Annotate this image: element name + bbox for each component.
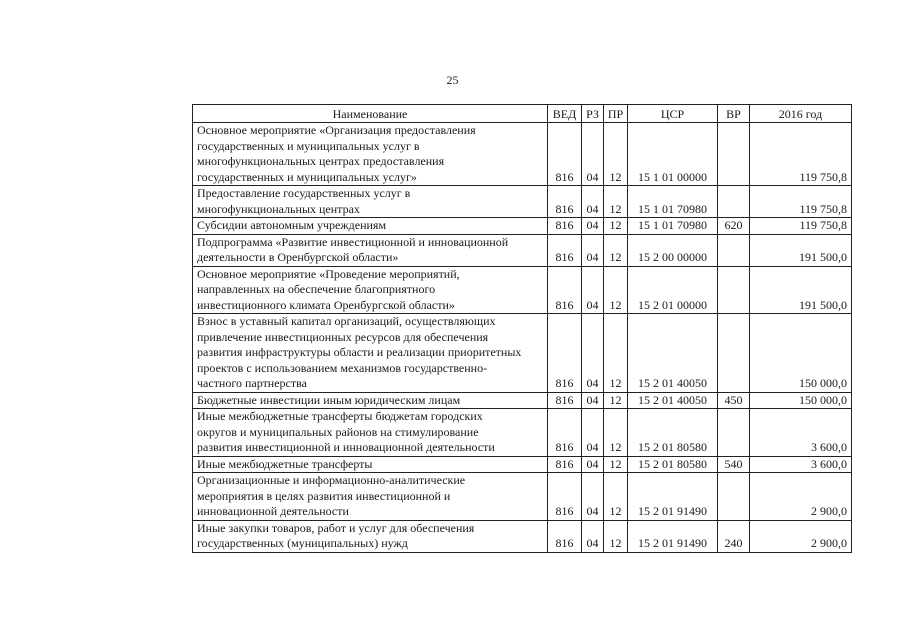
row-vr: 540 [718, 456, 750, 473]
row-csr: 15 2 01 91490 [628, 520, 718, 552]
row-amount: 2 900,0 [750, 520, 852, 552]
row-vr: 240 [718, 520, 750, 552]
row-csr: 15 1 01 00000 [628, 123, 718, 186]
page-number: 25 [446, 73, 459, 87]
row-name: Бюджетные инвестиции иным юридическим лицам [193, 392, 548, 409]
row-rz: 04 [582, 123, 604, 186]
row-vr [718, 123, 750, 186]
header-pr: ПР [604, 105, 628, 123]
table-header-row [193, 105, 852, 123]
row-pr: 12 [604, 234, 628, 266]
row-name: Подпрограмма «Развитие инвестиционной и инновационной деятельности в Оренбургской области» [193, 234, 548, 266]
row-csr: 15 2 01 80580 [628, 409, 718, 457]
table-row [193, 409, 852, 457]
row-ved: 816 [548, 314, 582, 393]
row-amount: 2 900,0 [750, 473, 852, 521]
row-ved: 816 [548, 520, 582, 552]
row-name: Организационные и информационно-аналитические мероприятия в целях развития инвестиционной и инновационной деятельности [193, 473, 548, 521]
row-vr [718, 473, 750, 521]
row-pr: 12 [604, 218, 628, 235]
row-rz: 04 [582, 314, 604, 393]
row-pr: 12 [604, 186, 628, 218]
row-pr: 12 [604, 473, 628, 521]
row-vr [718, 266, 750, 314]
row-pr: 12 [604, 392, 628, 409]
row-vr: 620 [718, 218, 750, 235]
row-ved: 816 [548, 456, 582, 473]
row-pr: 12 [604, 520, 628, 552]
table-row [193, 234, 852, 266]
header-year: 2016 год [750, 105, 852, 123]
row-pr: 12 [604, 314, 628, 393]
row-amount: 119 750,8 [750, 218, 852, 235]
row-name: Основное мероприятие «Организация предоставления государственных и муниципальных услуг в многофункциональных центрах предоставления государственных и муниципальных услуг» [193, 123, 548, 186]
row-vr [718, 314, 750, 393]
row-rz: 04 [582, 234, 604, 266]
row-vr [718, 409, 750, 457]
row-csr: 15 2 01 00000 [628, 266, 718, 314]
header-name: Наименование [193, 105, 548, 123]
row-csr: 15 2 01 80580 [628, 456, 718, 473]
header-csr: ЦСР [628, 105, 718, 123]
row-csr: 15 2 01 91490 [628, 473, 718, 521]
row-csr: 15 2 01 40050 [628, 314, 718, 393]
row-name: Предоставление государственных услуг в многофункциональных центрах [193, 186, 548, 218]
row-ved: 816 [548, 218, 582, 235]
row-ved: 816 [548, 186, 582, 218]
row-vr: 450 [718, 392, 750, 409]
row-vr [718, 186, 750, 218]
row-amount: 119 750,8 [750, 186, 852, 218]
table-row [193, 123, 852, 186]
header-vr: ВР [718, 105, 750, 123]
budget-table [192, 104, 852, 553]
table-row [193, 520, 852, 552]
row-pr: 12 [604, 409, 628, 457]
header-rz: РЗ [582, 105, 604, 123]
row-csr: 15 1 01 70980 [628, 186, 718, 218]
row-rz: 04 [582, 456, 604, 473]
row-name: Иные закупки товаров, работ и услуг для обеспечения государственных (муниципальных) нужд [193, 520, 548, 552]
row-amount: 191 500,0 [750, 266, 852, 314]
row-amount: 3 600,0 [750, 456, 852, 473]
table-row [193, 314, 852, 393]
table-row [193, 186, 852, 218]
row-rz: 04 [582, 218, 604, 235]
row-name: Взнос в уставный капитал организаций, осуществляющих привлечение инвестиционных ресурсов для обеспечения развития инфраструктуры области и реализации приоритетных проектов с использованием механизмов государственно- частного партнерства [193, 314, 548, 393]
row-rz: 04 [582, 473, 604, 521]
row-amount: 150 000,0 [750, 314, 852, 393]
row-pr: 12 [604, 456, 628, 473]
row-ved: 816 [548, 392, 582, 409]
row-name: Иные межбюджетные трансферты [193, 456, 548, 473]
table-row [193, 473, 852, 521]
row-name: Субсидии автономным учреждениям [193, 218, 548, 235]
row-rz: 04 [582, 392, 604, 409]
table-row [193, 456, 852, 473]
row-ved: 816 [548, 409, 582, 457]
row-ved: 816 [548, 473, 582, 521]
row-csr: 15 2 01 40050 [628, 392, 718, 409]
row-name: Основное мероприятие «Проведение мероприятий, направленных на обеспечение благоприятного инвестиционного климата Оренбургской области» [193, 266, 548, 314]
row-vr [718, 234, 750, 266]
row-ved: 816 [548, 266, 582, 314]
row-rz: 04 [582, 186, 604, 218]
row-csr: 15 1 01 70980 [628, 218, 718, 235]
row-amount: 119 750,8 [750, 123, 852, 186]
row-name: Иные межбюджетные трансферты бюджетам городских округов и муниципальных районов на стимулирование развития инвестиционной и инновационной деятельности [193, 409, 548, 457]
table-row [193, 392, 852, 409]
table-row [193, 218, 852, 235]
row-rz: 04 [582, 409, 604, 457]
row-pr: 12 [604, 123, 628, 186]
row-amount: 150 000,0 [750, 392, 852, 409]
row-ved: 816 [548, 123, 582, 186]
row-rz: 04 [582, 520, 604, 552]
row-csr: 15 2 00 00000 [628, 234, 718, 266]
row-pr: 12 [604, 266, 628, 314]
row-amount: 191 500,0 [750, 234, 852, 266]
row-rz: 04 [582, 266, 604, 314]
row-amount: 3 600,0 [750, 409, 852, 457]
table-row [193, 266, 852, 314]
header-ved: ВЕД [548, 105, 582, 123]
row-ved: 816 [548, 234, 582, 266]
